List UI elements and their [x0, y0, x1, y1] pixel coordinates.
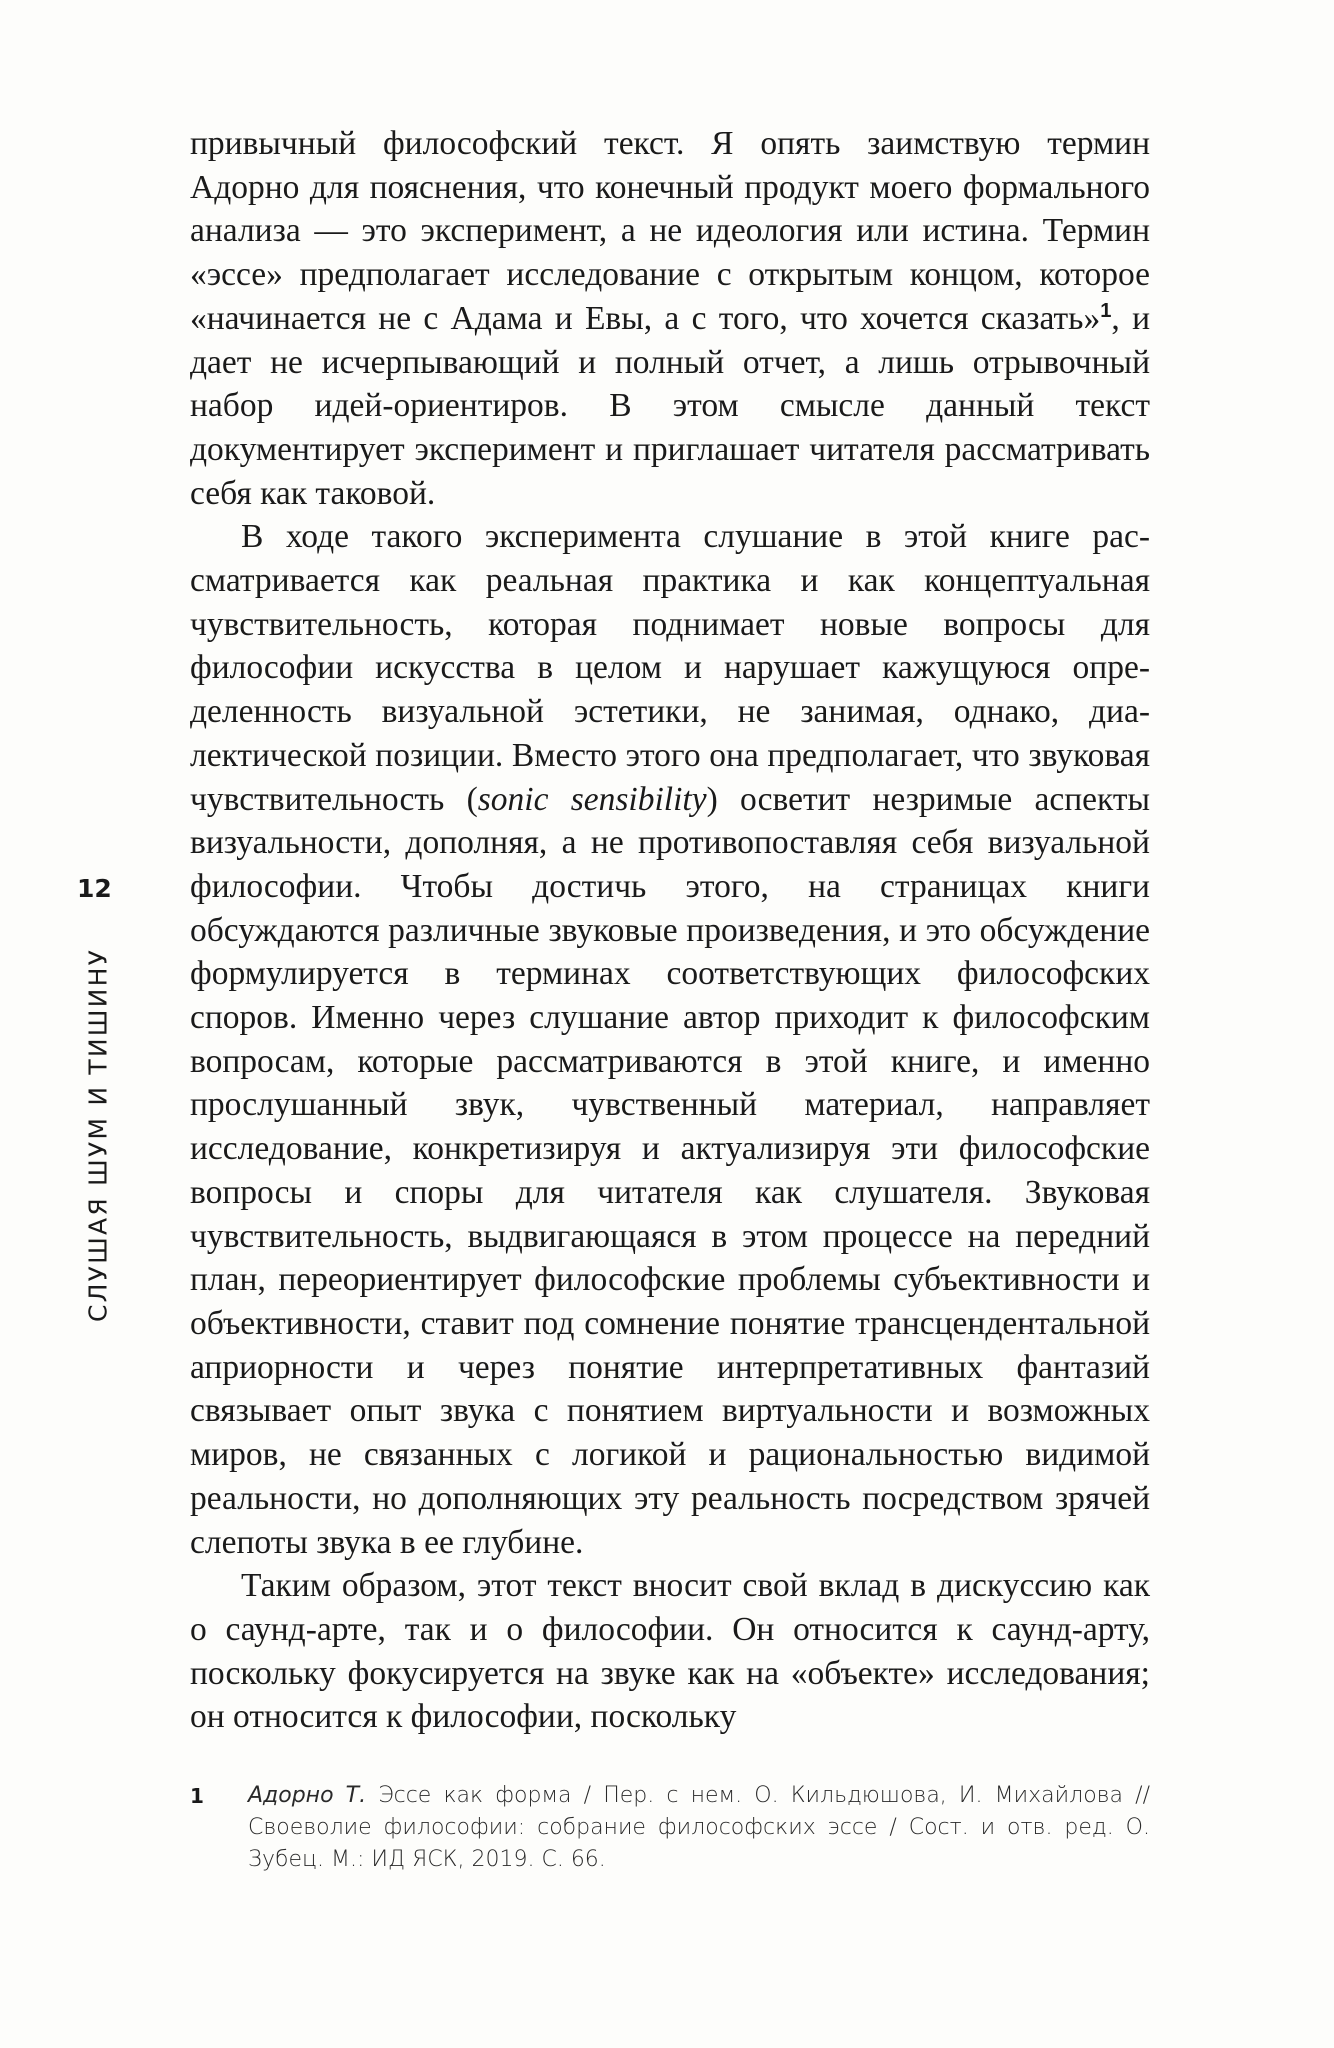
paragraph-3 [190, 1564, 1150, 1739]
paragraph-2 [190, 515, 1150, 1564]
footnote-text [248, 1780, 1150, 1876]
footnote-author: Адорно Т. [248, 1783, 367, 1808]
body-text [190, 122, 1150, 1739]
footnote-citation: Эссе как форма / Пер. с нем. О. Кильдюшова, И. Михайлова // Своеволие философии: собрание философских эссе / Сост. и отв. ред. О. Зубец. М.: ИД ЯСК, 2019. С. 66. [248, 1783, 1150, 1872]
paragraph-1-text-a: привычный философский текст. Я опять заимствую термин Адорно для пояснения, что конечный продукт моего формального анализа — это эксперимент, а не идеология или истина. Термин «эссе» предполагает исследование с открытым концом, которое «начинается не с Адама и Евы, а с того, что хочется сказать» [190, 125, 1150, 337]
paragraph-3-text: Таким образом, этот текст вносит свой вклад в дискуссию как о саунд-арте, так и о философии. Он относится к саунд-арту, поскольку фокусируется на звуке как на «объекте» исследования; он относится к философии, поскольку [190, 1567, 1150, 1736]
paragraph-2-text-a: В ходе такого эксперимента слушание в этой книге рассматривается как реальная практика и как концептуальная чувствительность, которая поднимает новые вопросы для философии искусства в целом и нарушает кажущуюся определенность визуальной эстетики, не занимая, однако, диалектической позиции. Вместо этого она предполагает, что звуковая чувствительность ( [190, 518, 1150, 818]
paragraph-2-italic-term: sonic sensibility [477, 780, 707, 818]
page-number: 12 [77, 874, 112, 903]
running-head: СЛУШАЯ ШУМ И ТИШИНУ [83, 947, 113, 1323]
paragraph-1 [190, 122, 1150, 515]
footnote [190, 1780, 1150, 1876]
paragraph-2-text-b: ) осветит незримые аспекты визуальности, дополняя, а не противопоставляя себя визуальной философии. Чтобы достичь этого, на страницах книги обсуждаются различные звуковые произведения, и это обсуждение формулируется в терминах соответствующих философских споров. Именно через слушание автор приходит к философским вопросам, которые рассматриваются в этой книге, и именно прослушанный звук, чувственный материал, направляет исследование, конкретизируя и актуализируя эти философские вопросы и споры для читателя как слушателя. Звуковая чувствительность, выдвигающаяся в этом процессе на передний план, переориентирует философские проблемы субъективности и объективности, ставит под сомнение понятие трансцендентальной априорности и через понятие интерпретативных фантазий связывает опыт звука с понятием виртуальности и возможных миров, не связанных с логикой и рациональностью видимой реальности, но дополняющих эту реальность посредством зрячей слепоты звука в ее глубине. [190, 780, 1150, 1561]
footnote-mark: 1 [190, 1784, 204, 1808]
paragraph-1-text-b: , и дает не исчерпывающий и полный отчет, а лишь отрывочный набор идей-ориентиров. В этом смысле данный текст документирует эксперимент и приглашает читателя рассматривать себя как таковой. [190, 299, 1151, 512]
footnote-reference: 1 [1100, 299, 1112, 322]
